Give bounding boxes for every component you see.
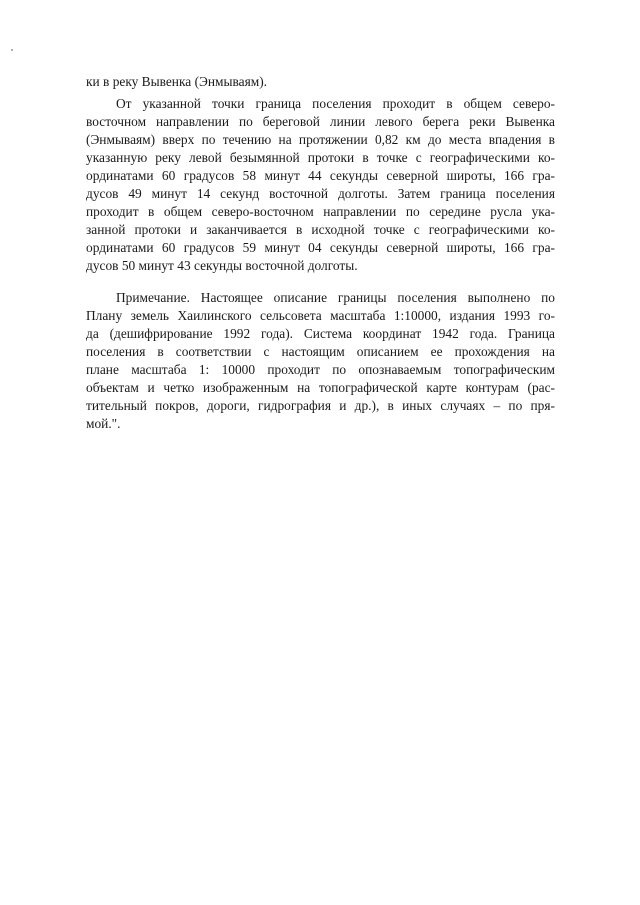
text-line: дусов 49 минут 14 секунд восточной долготы. Затем граница поселения	[86, 186, 555, 201]
text-line: мой.".	[86, 416, 121, 431]
text-line: дусов 50 минут 43 секунды восточной долготы.	[86, 258, 358, 273]
text-line: Плану земель Хаилинского сельсовета масштаба 1:10000, издания 1993 го-	[86, 308, 555, 323]
text-line: ординатами 60 градусов 58 минут 44 секунды северной широты, 166 гра-	[86, 168, 555, 183]
text-line: тительный покров, дороги, гидрография и др.), в иных случаях – по пря-	[86, 398, 555, 413]
text-line: (Энмываям) вверх по течению на протяжении 0,82 км до места впадения в	[86, 132, 555, 147]
text-line: указанную реку левой безымянной протоки в точке с географическими ко-	[86, 150, 555, 165]
text-line: От указанной точки граница поселения проходит в общем северо-	[116, 96, 555, 111]
text-line: плане масштаба 1: 10000 проходит по опознаваемым топографическим	[86, 362, 555, 377]
text-line: Примечание. Настоящее описание границы поселения выполнено по	[116, 290, 555, 305]
text-line: поселения в соответствии с настоящим описанием ее прохождения на	[86, 344, 555, 359]
text-line: объектам и четко изображенным на топографической карте контурам (рас-	[86, 380, 555, 395]
text-line: ки в реку Вывенка (Энмываям).	[86, 74, 268, 89]
text-line: ординатами 60 градусов 59 минут 04 секунды северной широты, 166 гра-	[86, 240, 555, 255]
text-line: восточном направлении по береговой линии левого берега реки Вывенка	[86, 114, 555, 129]
text-line: проходит в общем северо-восточном направлении по середине русла ука-	[86, 204, 555, 219]
scan-speck	[11, 49, 13, 51]
text-line: занной протоки и заканчивается в исходной точке с географическими ко-	[86, 222, 555, 237]
text-line: да (дешифрирование 1992 года). Система координат 1942 года. Граница	[86, 326, 555, 341]
